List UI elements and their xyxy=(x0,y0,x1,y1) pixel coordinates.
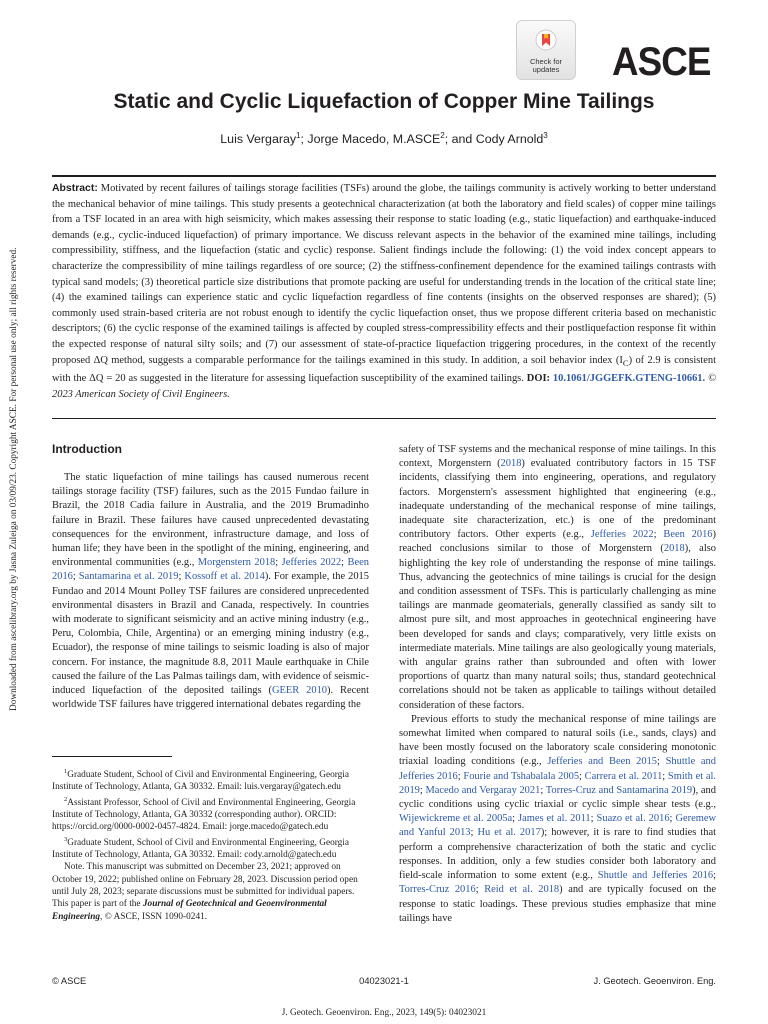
footnote-text: Graduate Student, School of Civil and Environmental Engineering, Georgia Institute of Technology, Atlanta, GA 30332. Email: cody.arnold@gatech.edu xyxy=(52,837,350,861)
text-run: The static liquefaction of mine tailings has caused numerous recent tailings storage facility (TSF) failures, such as the 2015 Fundao failure in Brazil, the 2018 Cadia failure in Australia, and the 2019 Brumadinho failure in Brazil. These failures have caused unprecedented devastating consequences for the environment, infrastructure damage, and loss of human life; they have been in the spotlight of the mining, engineering, and environmental communities (e.g., xyxy=(52,472,369,569)
author-3: ; and Cody Arnold xyxy=(444,132,544,147)
abstract-body: Motivated by recent failures of tailings storage facilities (TSFs) around the globe, the tailings community is actively working to better understand the mechanical behavior of mine tailings. This study presents a geotechnical characterization (at both the laboratory and field scales) of copper mine tailings from a TSF located in an area with high seismicity, which makes assessing their response to static loading (e.g., static liquefaction) and earthquake-induced demands (e.g., cyclic-induced liquefaction) of primary importance. We discuss relevant aspects in the behavior of the examined mine tailings, including compressibility, stiffness, and the liquefaction (static and cyclic) response. Salient findings include the following: (1) the void index concept appears to characterize the compressibility of mine tailings regardless of ore source; (2) the stiffness-confinement dependence for the examined tailings contrasts with typical sand models; (3) theoretical particle size distributions that promote packing are useful for understanding trends in the location of the critical state line; (4) the examined tailings can experience static and cyclic liquefaction regardless of fine contents (insights on the observed responses are shared); (5) commonly used strain-based criteria are not robust enough to identify the cyclic liquefaction onset, thus we propose different criteria based on mechanistic descriptors; (6) the cyclic response of the examined tailings is affected by coupled stress-compressibility effects and their postliquefaction response fit within the expected response of natural silty soils; and (7) our assessment of state-of-practice liquefaction triggering procedures, in the context of the recently proposed ΔQ method, suggests a comparable performance for the tailings examined in this study. In addition, a soil behavior index (I xyxy=(52,183,716,366)
footnote-rule xyxy=(52,756,172,757)
abstract-body-2: ) of 2.9 is consistent with the ΔQ = 20 as suggested in the literature for assessing liquefaction susceptibility of the examined tailings. xyxy=(52,354,716,385)
footnote-mark: 3 xyxy=(64,835,68,843)
footnote-text: Graduate Student, School of Civil and Environmental Engineering, Georgia Institute of Technology, Atlanta, GA 30332. Email: luis.vergaray@gatech.edu xyxy=(52,770,350,793)
doi-label: DOI: xyxy=(526,373,550,385)
ref-link[interactable]: Torres-Cruz and Santamarina 2019 xyxy=(545,784,693,796)
abstract-sub: C xyxy=(622,357,629,368)
footnotes xyxy=(52,766,369,923)
right-column xyxy=(399,443,716,926)
text-run: ) and are typically focused on the response to static loadings. These previous studies emphasize that mine tailings have xyxy=(399,884,716,924)
text-run: ) evaluated contributory factors in 15 TSF incidents, classifying them into engineering, operations, and regulatory factors. Morgenstern's assessment highlighted that engineering (e.g., inadequate understanding of the mechanical response of mine tailings, inadequate site characterization, etc.) is one of the predominant contributory factors. Other experts (e.g., xyxy=(399,458,717,541)
ref-link[interactable]: Smith et al. 2019 xyxy=(399,770,716,796)
abstract-bottom-rule xyxy=(52,418,716,419)
section-heading-introduction: Introduction xyxy=(52,442,122,456)
ref-link[interactable]: Macedo and Vergaray 2021 xyxy=(425,784,541,796)
text-run: ) reached conclusions similar to those of Morgenstern ( xyxy=(399,529,716,555)
ref-link[interactable]: Jefferies 2022 xyxy=(590,529,654,541)
ref-link[interactable]: Shuttle and Jefferies 2016 xyxy=(597,870,714,882)
ref-link[interactable]: Reid et al. 2018 xyxy=(484,884,560,896)
footnote-mark: 1 xyxy=(64,768,68,775)
author-list xyxy=(0,131,768,146)
abstract-label: Abstract: xyxy=(52,183,98,194)
footer-article-number: 04023021-1 xyxy=(359,976,409,986)
page-citation: J. Geotech. Geoenviron. Eng., 2023, 149(5): 04023021 xyxy=(281,1008,487,1018)
abstract xyxy=(52,181,716,402)
text-run: ). Recent worldwide TSF failures have triggered international debates regarding the xyxy=(52,685,369,711)
ref-link[interactable]: Carrera et al. 2011 xyxy=(584,770,663,782)
footnote-mark: 2 xyxy=(64,795,68,803)
text-run: ), and cyclic conditions using cyclic triaxial or cyclic simple shear tests (e.g., xyxy=(399,784,716,811)
note-text: Note. This manuscript was submitted on December 23, 2021; approved on October 19, 2022; published online on February 28, 2023. Discussion period open until July 28, 2023; separate discussions must be submitted for individual papers. This paper is part of the xyxy=(52,862,358,910)
ref-link[interactable]: Been 2016 xyxy=(663,529,713,541)
footnote-1 xyxy=(52,766,369,794)
note-text: , © ASCE, ISSN 1090-0241. xyxy=(100,911,208,922)
body-paragraph: Previous efforts to study the mechanical response of mine tailings are somewhat limited when compared to natural soils (i.e., sands, clays) and have been mostly focused on the laboratory scale considering monotonic triaxial loading conditions (e.g., Jefferies and Been 2015; Shuttle and Jefferies 2016; Fourie and Tshabalala 2005; Carrera et al. 2011; Smith et al. 2019; Macedo and Vergaray 2021; Torres-Cruz and Santamarina 2019), and cyclic conditions using cyclic triaxial or cyclic simple shear tests (e.g., Wijewickreme et al. 2005a; James et al. 2011; Suazo et al. 2016; Geremew and Yanful 2013; Hu et al. 2017); however, it is rare to find studies that perform a comprehensive characterization of both the static and cyclic responses. In addition, only a few studies consider both laboratory and field-scale information to some extent (e.g., Shuttle and Jefferies 2016; Torres-Cruz 2016; Reid et al. 2018) and are typically focused on the response to static loadings. These previous studies emphasize that mine tailings have xyxy=(399,713,717,924)
ref-link[interactable]: 2018 xyxy=(500,458,522,470)
ref-link[interactable]: Torres-Cruz 2016 xyxy=(399,884,476,896)
body-paragraph: safety of TSF systems and the mechanical response of mine tailings. In this context, Morgenstern (2018) evaluated contributory factors in 15 TSF incidents, classifying them into engineering, operations, and regulatory factors. Morgenstern's assessment highlighted that engineering (e.g., inadequate understanding of the mechanical response of mine tailings, inadequate site characterization, etc.) is one of the predominant contributory factors. Other experts (e.g., Jefferies 2022; Been 2016) reached conclusions similar to those of Morgenstern (2018), also highlighting the key role of understanding the response of mine tailings. Thus, advancing the geotechnics of mine tailings is crucial for the design and condition assessment of TSFs. This is particularly challenging as mine tailings are manmade geomaterials, generally classified as sandy silt to almost pure silt, and most approaches in geotechnical engineering have been developed for sands and clays; comparatively, very little exists on intermediate materials. Mine tailings are also geologically young materials, with angular grains rather than subrounded and often with lower proportions of quartz than many natural soils; thus, standard geotechnical correlations should not be taken as applicable to tailings without detailed consideration of these factors. xyxy=(399,444,717,711)
ref-link[interactable]: Wijewickreme et al. 2005a xyxy=(399,813,513,825)
submission-note xyxy=(52,861,369,922)
ref-link[interactable]: GEER 2010 xyxy=(271,685,328,697)
text-run: safety of TSF systems and the mechanical response of mine tailings. In this context, Morgenstern ( xyxy=(399,444,716,470)
ref-link[interactable]: Been 2016 xyxy=(52,557,369,583)
ref-link[interactable]: James et al. 2011 xyxy=(518,813,591,825)
text-run: ). For example, the 2015 Fundao and 2014 Mount Polley TSF failures are considered unprecedented environmental disasters in Brazil and Canada, respectively. In countries with moderate to significant seismicity and an active mining industry (e.g., Peru, Colombia, Chile, Argentina) or an emerging mining industry (e.g., Ecuador), the response of mine tailings to seismic loading is also of major concern. For instance, the magnitude 8.8, 2011 Maule earthquake in Chile caused the failure of the Las Palmas tailings dam, with evidence of seismic-induced liquefaction of the deposited tailings ( xyxy=(52,571,369,697)
text-run: ); however, it is rare to find studies that perform a comprehensive characterization of both the static and cyclic responses. In addition, only a few studies consider both laboratory and field-scale information to some extent (e.g., xyxy=(399,827,716,882)
left-column xyxy=(52,442,369,712)
footnote-3 xyxy=(52,834,369,862)
author-2: ; Jorge Macedo, M.ASCE xyxy=(300,132,441,147)
ref-link[interactable]: Suazo et al. 2016 xyxy=(596,813,670,825)
journal-name: Journal of Geotechnical and Geoenvironmental Engineering xyxy=(52,899,327,922)
check-for-updates-badge[interactable] xyxy=(516,20,576,80)
ref-link[interactable]: Morgenstern 2018 xyxy=(197,557,276,569)
ref-link[interactable]: Hu et al. 2017 xyxy=(477,827,541,839)
text-run: Previous efforts to study the mechanical response of mine tailings are somewhat limited when compared to natural soils (i.e., sands, clays) and have been mostly focused on the laboratory scale considering monotonic triaxial loading conditions (e.g., xyxy=(399,713,716,768)
bookmark-icon xyxy=(535,29,557,51)
abstract-top-rule xyxy=(52,175,716,177)
abstract-copyright: © 2023 American Society of Civil Engineers. xyxy=(52,373,716,400)
footer-journal: J. Geotech. Geoenviron. Eng. xyxy=(593,976,716,986)
ref-link[interactable]: Jefferies 2022 xyxy=(281,557,342,569)
download-notice: Downloaded from ascelibrary.org by Jasna Zuleiga on 03/09/23. Copyright ASCE. For personal use only; all rights reserved. xyxy=(9,247,19,711)
footnote-2 xyxy=(52,794,369,834)
ref-link[interactable]: Shuttle and Jefferies 2016 xyxy=(399,756,716,782)
badge-line2: updates xyxy=(532,65,560,74)
ref-link[interactable]: 2018 xyxy=(663,543,685,555)
footnote-text: Assistant Professor, School of Civil and Environmental Engineering, Georgia Institute of Technology, Atlanta, GA 30332 (corresponding author). ORCID: https://orcid.org/0000-0002-0457-4824. Email: jorge.macedo@gatech.edu xyxy=(52,797,356,833)
paper-title: Static and Cyclic Liquefaction of Copper Mine Tailings xyxy=(113,90,655,113)
author-2-mark: 2 xyxy=(440,131,445,140)
badge-line1: Check for xyxy=(529,57,563,66)
ref-link[interactable]: Kossoff et al. 2014 xyxy=(184,571,265,583)
text-run: ), also highlighting the key role of understanding the response of mine tailings. Thus, advancing the geotechnics of mine tailings is crucial for the design and condition assessment of TSFs. This is particularly challenging as mine tailings are manmade geomaterials, generally classified as sandy silt to almost pure silt, and most approaches in geotechnical engineering have been developed for sands and clays; comparatively, very little exists on intermediate materials. Mine tailings are also geologically young materials, with angular grains rather than subrounded and often with lower proportions of quartz than many natural soils; thus, standard geotechnical correlations should not be taken as applicable to tailings without detailed consideration of these factors. xyxy=(399,543,716,711)
author-3-mark: 3 xyxy=(543,131,548,140)
ref-link[interactable]: Geremew and Yanful 2013 xyxy=(399,813,717,839)
asce-logo: ASCE xyxy=(612,40,711,84)
intro-paragraph: The static liquefaction of mine tailings has caused numerous recent tailings storage facility (TSF) failures, such as the 2015 Fundao failure in Brazil, the 2018 Cadia failure in Australia, and the 2019 Brumadinho failure in Brazil. These failures have caused unprecedented devastating consequences for the environment, infrastructure damage, and loss of human life; they have been in the spotlight of the mining, engineering, and environmental communities (e.g., Morgenstern 2018; Jefferies 2022; Been 2016; Santamarina et al. 2019; Kossoff et al. 2014). For example, the 2015 Fundao and 2014 Mount Polley TSF failures are considered unprecedented environmental disasters in Brazil and Canada, respectively. In countries with moderate to significant seismicity and an active mining industry (e.g., Peru, Colombia, Chile, Argentina) or an emerging mining industry (e.g., Ecuador), the response of mine tailings to seismic loading is also of major concern. For instance, the magnitude 8.8, 2011 Maule earthquake in Chile caused the failure of the Las Palmas tailings dam, with evidence of seismic-induced liquefaction of the deposited tailings (GEER 2010). Recent worldwide TSF failures have triggered international debates regarding the xyxy=(52,472,369,711)
ref-link[interactable]: Jefferies and Been 2015 xyxy=(547,756,658,768)
ref-link[interactable]: Santamarina et al. 2019 xyxy=(78,571,179,583)
footer-copyright: © ASCE xyxy=(52,976,87,986)
author-1: Luis Vergaray xyxy=(220,132,297,147)
ref-link[interactable]: Fourie and Tshabalala 2005 xyxy=(463,770,580,782)
author-1-mark: 1 xyxy=(296,131,301,140)
doi-link[interactable]: 10.1061/JGGEFK.GTENG-10661. xyxy=(549,373,706,385)
